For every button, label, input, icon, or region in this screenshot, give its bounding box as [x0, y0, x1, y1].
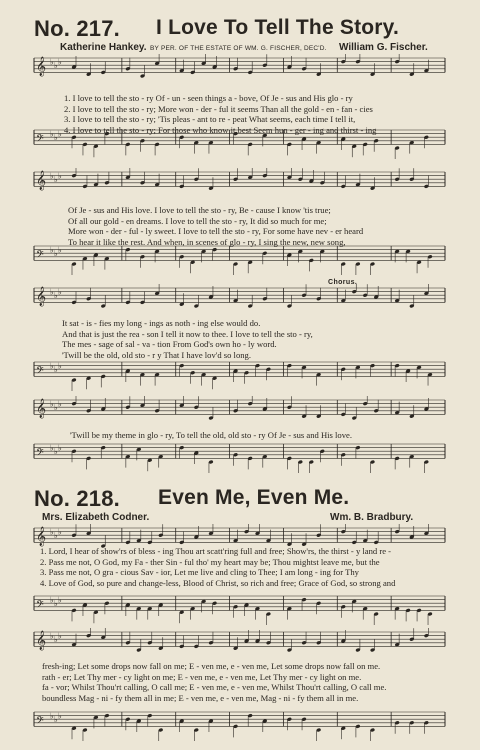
- hymn-218-title: Even Me, Even Me.: [158, 486, 350, 509]
- hymn-217-permission: BY PER. OF THE ESTATE OF WM. G. FISCHER, DEC'D.: [150, 45, 327, 52]
- verse-line: 2. I love to tell the sto - ry; More won - der - ful it seems Than all the gold - en - fan - cies: [64, 103, 373, 114]
- svg-text:♭: ♭: [54, 175, 58, 185]
- svg-text:♭: ♭: [50, 171, 54, 181]
- svg-text:♭: ♭: [58, 245, 62, 255]
- verse-line: To hear it like the rest. And when, in scenes of glo - ry, I sing the new, new song,: [68, 236, 346, 247]
- hymn-218-lyrics-system-2: [0, 661, 480, 703]
- svg-text:𝄢: 𝄢: [36, 598, 44, 613]
- svg-text:♭: ♭: [58, 711, 62, 721]
- svg-text:♭: ♭: [50, 527, 54, 537]
- svg-text:♭: ♭: [54, 403, 58, 413]
- svg-text:♭: ♭: [50, 443, 54, 453]
- verse-line: fresh-ing; Let some drops now fall on me; E - ven me, e - ven me, Let some drops now fall on me.: [42, 661, 381, 671]
- verse-line: Of all our gold - en dreams. I love to tell the sto - ry, It did so much for me;: [68, 215, 327, 226]
- treble-staff: [34, 54, 445, 78]
- svg-text:𝄢: 𝄢: [36, 714, 44, 729]
- verse-line: 2. Pass me not, O God, my Fa - ther Sin - ful tho' my heart may be; Thou mightst leave me, but the: [40, 556, 380, 567]
- bass-staff: [34, 712, 445, 741]
- hymn-217-lyrics-system-4: [0, 430, 480, 441]
- hymn-217-lyrics-system-1: [0, 93, 480, 135]
- hymn-217-author-name: Katherine Hankey.: [60, 42, 147, 53]
- svg-text:♭: ♭: [50, 399, 54, 409]
- svg-text:♭: ♭: [58, 595, 62, 605]
- verse-line: Of Je - sus and His love. I love to tell the sto - ry, Be - cause I know 'tis true;: [68, 205, 331, 215]
- hymn-217-composer: William G. Fischer.: [339, 42, 428, 53]
- svg-text:♭: ♭: [58, 443, 62, 453]
- svg-text:♭: ♭: [54, 531, 58, 541]
- verse-line: 4. Love of God, so pure and change-less, Blood of Christ, so rich and free; Grace of God, so strong and: [40, 577, 396, 588]
- verse-line: 'Twill be the old, old sto - r y That I have lov'd so long.: [62, 349, 251, 360]
- svg-text:𝄞: 𝄞: [36, 56, 47, 77]
- svg-text:𝄞: 𝄞: [36, 170, 47, 191]
- svg-text:♭: ♭: [54, 715, 58, 725]
- svg-text:𝄞: 𝄞: [36, 526, 47, 547]
- svg-text:♭: ♭: [50, 287, 54, 297]
- svg-text:𝄢: 𝄢: [36, 132, 44, 147]
- hymn-218-number: No. 218.: [34, 486, 120, 511]
- verse-line: The mes - sage of sal - va - tion From God's own ho - ly word.: [62, 339, 277, 350]
- svg-text:𝄢: 𝄢: [36, 364, 44, 379]
- hymn-218-composer: Wm. B. Bradbury.: [330, 512, 414, 523]
- treble-staff: [34, 524, 445, 548]
- svg-text:♭: ♭: [54, 447, 58, 457]
- verse-line: 4. I love to tell the sto - ry; For those who know it best Seem hun - ger - ing and thirst - ing: [64, 124, 377, 135]
- svg-text:𝄞: 𝄞: [36, 286, 47, 307]
- svg-text:♭: ♭: [50, 631, 54, 641]
- svg-text:♭: ♭: [50, 595, 54, 605]
- svg-text:𝄞: 𝄞: [36, 398, 47, 419]
- svg-text:♭: ♭: [58, 129, 62, 139]
- bass-staff: [34, 444, 445, 473]
- svg-text:♭: ♭: [50, 57, 54, 67]
- verse-line: rath - er; Let Thy mer - cy light on me; E - ven me, e - ven me, Let Thy mer - cy light on me.: [42, 671, 362, 682]
- svg-text:𝄢: 𝄢: [36, 248, 44, 263]
- svg-text:♭: ♭: [54, 61, 58, 71]
- svg-text:𝄞: 𝄞: [36, 630, 47, 651]
- hymn-217-lyrics-system-2: [0, 205, 480, 247]
- bass-staff: [34, 362, 445, 391]
- treble-staff: [34, 628, 445, 652]
- verse-line: It sat - is - fies my long - ings as noth - ing else would do.: [62, 318, 261, 328]
- hymn-217-author: [60, 42, 147, 53]
- svg-text:♭: ♭: [50, 129, 54, 139]
- treble-staff: [34, 168, 445, 190]
- treble-staff: [34, 396, 445, 420]
- svg-text:♭: ♭: [50, 711, 54, 721]
- hymn-217-title: I Love To Tell The Story.: [156, 16, 400, 39]
- svg-text:♭: ♭: [54, 291, 58, 301]
- verse-line: 'Twill be my theme in glo - ry, To tell the old, old sto - ry Of Je - sus and His love.: [70, 430, 352, 440]
- svg-text:♭: ♭: [54, 365, 58, 375]
- svg-text:♭: ♭: [58, 527, 62, 537]
- verse-line: 1. I love to tell the sto - ry Of - un - seen things a - bove, Of Je - sus and His glo - ry: [64, 93, 353, 103]
- svg-text:𝄢: 𝄢: [36, 446, 44, 461]
- svg-text:♭: ♭: [54, 249, 58, 259]
- verse-line: fa - vor; Whilst Thou'rt calling, O call me; E - ven me, e - ven me, Whilst Thou'rt calling, O call me.: [42, 682, 387, 693]
- svg-text:♭: ♭: [50, 245, 54, 255]
- verse-line: boundless Mag - ni - fy them all in me; E - ven me, e - ven me, Mag - ni - fy them all in me.: [42, 692, 359, 703]
- svg-text:♭: ♭: [54, 635, 58, 645]
- svg-text:♭: ♭: [58, 399, 62, 409]
- verse-line: 3. Pass me not, O gra - cious Sav - ior, Let me live and cling to Thee; I am long - ing for Thy: [40, 567, 359, 578]
- verse-line: And that is just the rea - son I tell it now to thee. I love to tell the sto - ry,: [62, 328, 313, 339]
- hymn-217-number: No. 217.: [34, 16, 120, 41]
- svg-text:♭: ♭: [50, 361, 54, 371]
- hymn-218-lyrics-system-1: [0, 546, 480, 588]
- chorus-label: Chorus.: [328, 279, 358, 286]
- svg-text:♭: ♭: [58, 361, 62, 371]
- svg-text:♭: ♭: [54, 599, 58, 609]
- svg-text:♭: ♭: [54, 133, 58, 143]
- hymn-218-author: Mrs. Elizabeth Codner.: [42, 512, 150, 523]
- svg-text:♭: ♭: [58, 57, 62, 67]
- svg-text:♭: ♭: [58, 171, 62, 181]
- verse-line: 3. I love to tell the sto - ry; 'Tis pleas - ant to re - peat What seems, each time I tell it,: [64, 114, 356, 125]
- svg-text:♭: ♭: [58, 287, 62, 297]
- verse-line: More won - der - ful - ly sweet. I love to tell the sto - ry, For some have nev - er heard: [68, 226, 364, 237]
- svg-text:♭: ♭: [58, 631, 62, 641]
- verse-line: 1. Lord, I hear of show'rs of bless - ing Thou art scatt'ring full and free; Show'rs, the thirst - y land re -: [40, 546, 392, 556]
- bass-staff: [34, 246, 445, 275]
- treble-staff: [34, 284, 445, 308]
- hymn-217-lyrics-system-3: [0, 318, 480, 360]
- bass-staff: [34, 596, 445, 625]
